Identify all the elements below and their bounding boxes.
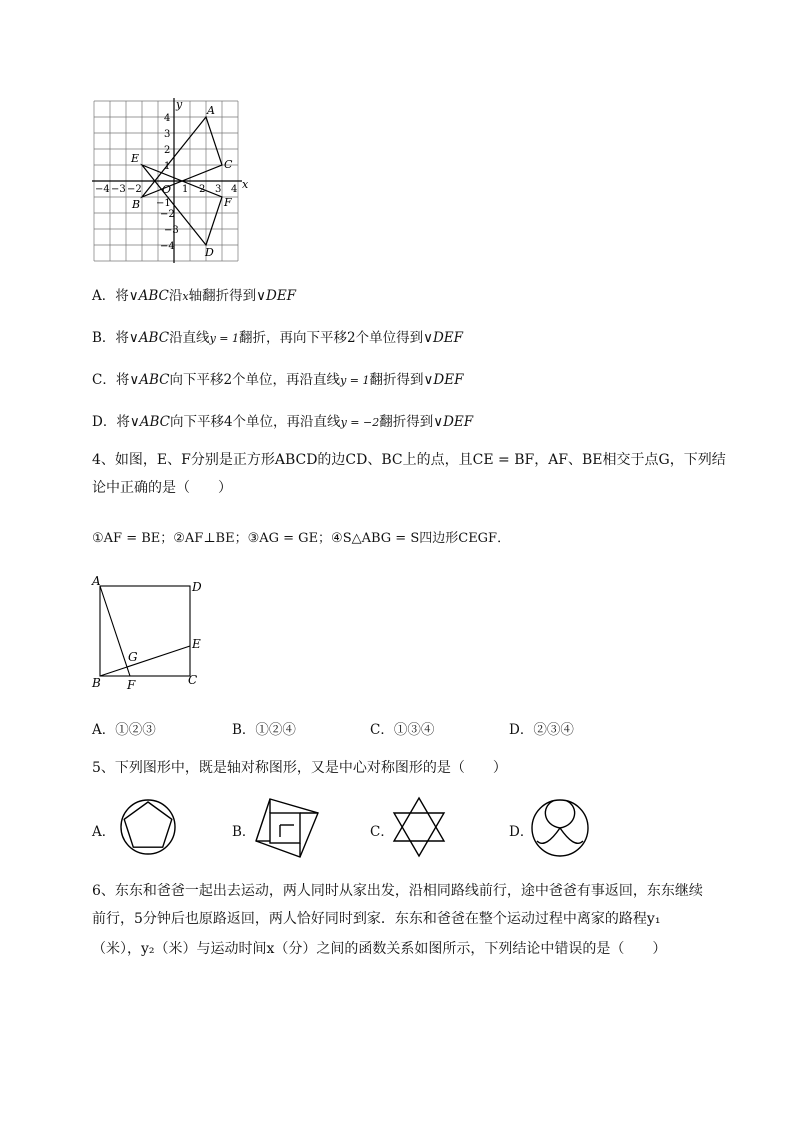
option-prefix: B．将∨ [92,330,139,346]
xtick: 4 [231,184,238,195]
option-text: 沿 [168,288,183,304]
variable: x [182,290,189,303]
q6-text-line-2: 前行，5分钟后也原路返回，两人恰好同时到家．东东和爸爸在整个运动过程中离家的路程y₁ [92,911,661,927]
vertex-G: G [128,650,138,664]
triangle-name: DEF [433,372,464,388]
option-text: 沿直线 [169,330,210,346]
xtick: −1 [156,198,171,209]
q3-option-c[interactable] [92,368,463,388]
coordinate-grid-figure [92,98,252,263]
q4-option-d[interactable]: D．②③④ [509,722,574,738]
nested-squares-icon [252,795,322,861]
option-text: 向下平移4个单位，再沿直线 [169,414,341,430]
option-text: 翻折得到∨ [369,372,434,388]
point-D: D [205,246,214,259]
q4-option-c[interactable]: C．①③④ [370,722,435,738]
q4-option-b[interactable]: B．①②④ [232,722,296,738]
vertex-C: C [188,673,198,687]
triangle-name: ABC [139,414,170,430]
xtick: 2 [199,184,206,195]
x-axis-label: x [242,178,249,191]
equation: y = −2 [340,416,380,429]
option-prefix: D．将∨ [92,414,140,430]
q6-text-line-3: （米），y₂（米）与运动时间x（分）之间的函数关系如图所示，下列结论中错误的是（ ） [92,941,667,957]
point-E: E [131,152,140,165]
q6-text-line-1: 6、东东和爸爸一起出去运动，两人同时从家出发，沿相同路线前行，途中爸爸有事返回，东东继续 [92,883,703,899]
vertex-D: D [192,580,202,594]
ytick: −3 [164,225,179,236]
point-F: F [224,196,232,209]
q5-option-c[interactable]: C． [370,824,394,840]
option-prefix: C．将∨ [92,372,140,388]
ytick: −2 [160,209,175,220]
square-figure [88,572,208,694]
point-C: C [224,158,233,171]
vertex-F: F [127,678,136,692]
xtick: 3 [215,184,222,195]
vertex-B: B [92,676,101,690]
triple-arc-circle-icon [529,797,591,859]
triangle-name: DEF [266,288,297,304]
ytick: 4 [164,113,171,124]
option-prefix: A．将∨ [92,288,139,304]
q3-option-a[interactable] [92,284,296,304]
q5-option-a[interactable]: A． [92,824,116,840]
triangle-name: DEF [443,414,474,430]
ytick: −4 [160,241,175,252]
equation: y = 1 [340,374,370,387]
triangle-name: DEF [432,330,464,346]
point-O: O [162,183,172,196]
option-text: 翻折得到∨ [379,414,444,430]
vertex-E: E [192,637,201,651]
q5-option-d[interactable]: D． [509,824,534,840]
six-point-star-icon [390,796,448,858]
q3-option-b[interactable] [92,326,463,346]
equation: y = 1 [209,332,239,345]
option-text: 翻折，再向下平移2个单位得到∨ [239,330,433,346]
xtick: −3 [111,184,126,195]
q4-question-text: 4、如图，E、F分别是正方形ABCD的边CD、BC上的点，且CE = BF，AF、BE相交于点G，下列结论中正确的是（ ） [92,452,726,496]
xtick: 1 [182,184,189,195]
point-B: B [132,198,141,211]
point-A: A [207,104,215,117]
xtick: −2 [127,184,142,195]
q3-option-d[interactable] [92,410,473,430]
triangle-name: ABC [138,288,169,304]
q4-statements: ①AF = BE；②AF⊥BE；③AG = GE；④S△ABG = S四边形CEGF． [92,531,511,546]
circle-pentagon-icon [118,797,178,857]
option-text: 轴翻折得到∨ [188,288,266,304]
triangle-name: ABC [138,330,170,346]
xtick: −4 [95,184,110,195]
option-text: 向下平移2个单位，再沿直线 [169,372,341,388]
q4-option-a[interactable]: A．①②③ [92,722,156,738]
vertex-A: A [92,574,101,588]
ytick: 3 [164,129,171,140]
ytick: 2 [164,145,171,156]
ytick: 1 [164,161,171,172]
q5-question-text: 5、下列图形中，既是轴对称图形，又是中心对称图形的是（ ） [92,760,507,776]
q5-option-b[interactable]: B． [232,824,256,840]
y-axis-label: y [176,98,183,111]
triangle-name: ABC [139,372,170,388]
